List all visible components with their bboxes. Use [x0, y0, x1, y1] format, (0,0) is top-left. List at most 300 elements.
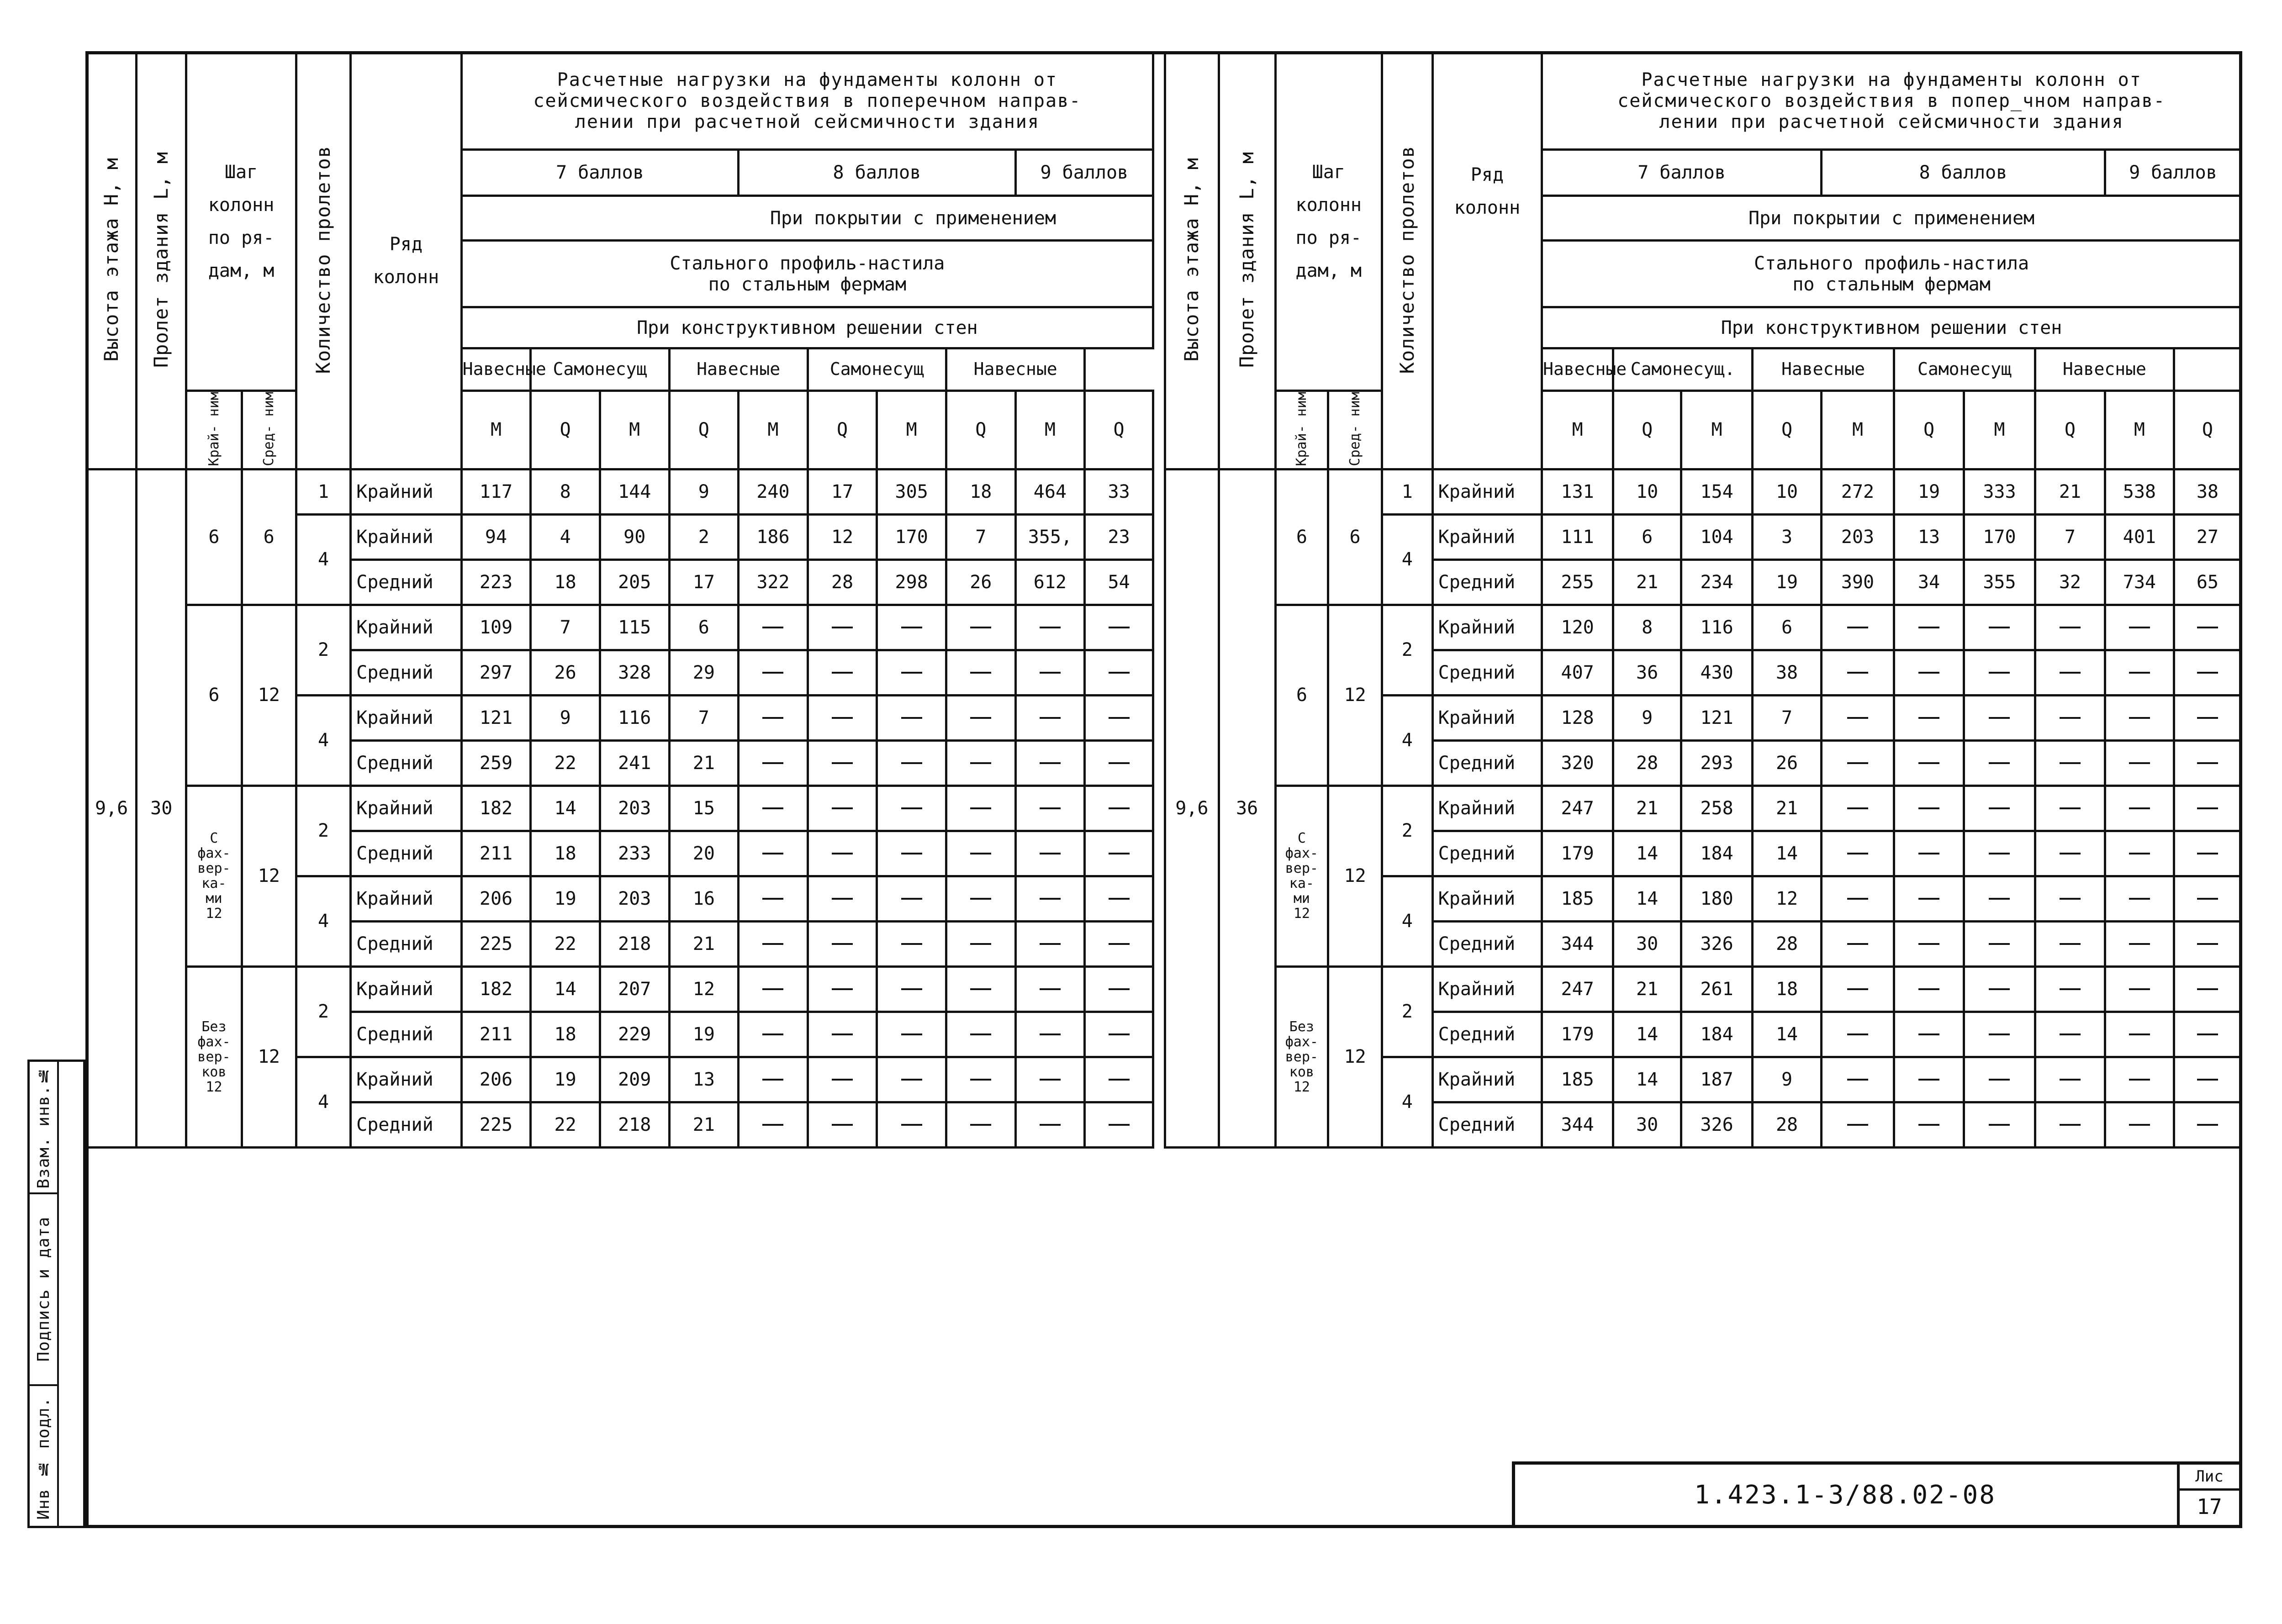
- height-value: 9,6: [87, 469, 137, 1147]
- empty-value-dash: [739, 1102, 808, 1147]
- load-value: 34: [1894, 559, 1964, 605]
- empty-value-dash: [946, 695, 1015, 740]
- load-value: 38: [1753, 650, 1822, 695]
- load-value: 182: [461, 786, 531, 831]
- load-value: 18: [946, 469, 1015, 514]
- empty-value-dash: [2105, 786, 2174, 831]
- dash-mark: [832, 807, 853, 809]
- load-value: 293: [1681, 740, 1753, 786]
- dash-mark: [2129, 717, 2150, 719]
- load-value: 19: [1894, 469, 1964, 514]
- load-value: 21: [669, 1102, 739, 1147]
- load-value: 218: [600, 1102, 669, 1147]
- empty-value-dash: [2035, 1057, 2105, 1102]
- load-value: 22: [531, 740, 600, 786]
- dash-mark: [1109, 672, 1130, 674]
- load-value: 121: [461, 695, 531, 740]
- dash-mark: [1109, 853, 1130, 854]
- dash-mark: [762, 1033, 783, 1035]
- empty-value-dash: [1964, 966, 2035, 1012]
- empty-value-dash: [808, 650, 877, 695]
- load-value: 109: [461, 605, 531, 650]
- load-value: 14: [531, 786, 600, 831]
- empty-value-dash: [2035, 605, 2105, 650]
- empty-value-dash: [739, 786, 808, 831]
- load-value: 344: [1542, 921, 1613, 966]
- empty-value-dash: [1964, 1012, 2035, 1057]
- load-value: 23: [1085, 514, 1153, 559]
- dash-mark: [2197, 943, 2218, 945]
- load-value: 18: [531, 559, 600, 605]
- load-value: 8: [531, 469, 600, 514]
- load-value: 14: [1613, 876, 1681, 921]
- load-value: 7: [1753, 695, 1822, 740]
- dash-mark: [832, 762, 853, 764]
- load-value: 10: [1753, 469, 1822, 514]
- empty-value-dash: [877, 695, 946, 740]
- m-header: M: [461, 391, 531, 469]
- span-count-value: 4: [1382, 876, 1432, 966]
- empty-value-dash: [1894, 1102, 1964, 1147]
- dash-mark: [1109, 762, 1130, 764]
- count-header: Количество пролетов: [1395, 146, 1418, 374]
- empty-value-dash: [1085, 650, 1153, 695]
- dash-mark: [2060, 762, 2081, 764]
- dash-mark: [2197, 807, 2218, 809]
- empty-value-dash: [2105, 921, 2174, 966]
- dash-mark: [901, 762, 922, 764]
- dash-mark: [901, 807, 922, 809]
- dash-mark: [1847, 1124, 1868, 1126]
- column-row-type: Крайний: [1432, 695, 1542, 740]
- dash-mark: [762, 853, 783, 854]
- load-value: 355,: [1015, 514, 1085, 559]
- dash-mark: [832, 898, 853, 900]
- empty-value-dash: [1822, 1102, 1894, 1147]
- dash-mark: [970, 1033, 991, 1035]
- load-value: 6: [1613, 514, 1681, 559]
- m-header: M: [600, 391, 669, 469]
- empty-value-dash: [2174, 740, 2241, 786]
- step-mid-header: Сред- ним: [1347, 392, 1363, 466]
- step-mid-value: 6: [1328, 469, 1382, 605]
- load-value: 38: [2174, 469, 2241, 514]
- dash-mark: [2129, 1079, 2150, 1081]
- load-value: 333: [1964, 469, 2035, 514]
- dash-mark: [762, 943, 783, 945]
- empty-value-dash: [1015, 1012, 1085, 1057]
- empty-value-dash: [808, 1012, 877, 1057]
- empty-value-dash: [1085, 876, 1153, 921]
- load-value: 28: [1613, 740, 1681, 786]
- load-value: 115: [600, 605, 669, 650]
- load-value: 240: [739, 469, 808, 514]
- dash-mark: [2197, 853, 2218, 854]
- empty-value-dash: [2035, 966, 2105, 1012]
- load-value: 247: [1542, 786, 1613, 831]
- column-row-type: Крайний: [351, 1057, 462, 1102]
- dash-mark: [762, 988, 783, 990]
- dash-mark: [832, 1033, 853, 1035]
- column-row-type: Средний: [351, 831, 462, 876]
- empty-value-dash: [946, 876, 1015, 921]
- count-header: Количество пролетов: [312, 146, 334, 374]
- height-header: Высота этажа H, м: [1180, 158, 1203, 362]
- seismic-8: 8 баллов: [739, 150, 1015, 196]
- step-edge-value: 6: [186, 469, 242, 605]
- table-row: [87, 469, 1153, 514]
- height-value: 9,6: [1165, 469, 1219, 1147]
- column-row-type: Средний: [351, 1102, 462, 1147]
- table-row: [87, 966, 1153, 1012]
- load-value: 170: [1964, 514, 2035, 559]
- m-header: M: [1015, 391, 1085, 469]
- column-row-type: Крайний: [351, 514, 462, 559]
- load-value: 27: [2174, 514, 2241, 559]
- empty-value-dash: [1894, 1012, 1964, 1057]
- load-value: 26: [946, 559, 1015, 605]
- empty-value-dash: [1085, 605, 1153, 650]
- empty-value-dash: [877, 876, 946, 921]
- dash-mark: [1847, 943, 1868, 945]
- span-count-value: 2: [296, 786, 350, 876]
- dash-mark: [2060, 1079, 2081, 1081]
- column-row-type: Крайний: [1432, 1057, 1542, 1102]
- empty-value-dash: [946, 966, 1015, 1012]
- load-value: 111: [1542, 514, 1613, 559]
- dash-mark: [1918, 1033, 1939, 1035]
- empty-value-dash: [739, 695, 808, 740]
- span-count-value: 2: [296, 605, 350, 695]
- dash-mark: [762, 807, 783, 809]
- dash-mark: [2060, 1124, 2081, 1126]
- empty-value-dash: [739, 740, 808, 786]
- m-header: M: [739, 391, 808, 469]
- load-value: 233: [600, 831, 669, 876]
- m-header: M: [1542, 391, 1613, 469]
- dash-mark: [970, 717, 991, 719]
- load-value: 211: [461, 831, 531, 876]
- empty-value-dash: [946, 786, 1015, 831]
- empty-value-dash: [1964, 831, 2035, 876]
- table-row: [1165, 469, 2241, 514]
- material-header: Стального профиль-настила по стальным фермам: [461, 241, 1153, 307]
- load-value: 33: [1085, 469, 1153, 514]
- walls-header: При конструктивном решении стен: [461, 307, 1153, 348]
- dash-mark: [2129, 672, 2150, 674]
- span-header: Пролет здания L, м: [150, 152, 173, 368]
- dash-mark: [1918, 898, 1939, 900]
- column-row-type: Средний: [351, 559, 462, 605]
- step-mid-value: 12: [1328, 786, 1382, 966]
- load-value: 14: [531, 966, 600, 1012]
- step-mid-value: 12: [242, 605, 296, 786]
- load-value: 104: [1681, 514, 1753, 559]
- dash-mark: [901, 1079, 922, 1081]
- load-value: 298: [877, 559, 946, 605]
- empty-value-dash: [739, 1057, 808, 1102]
- q-header: Q: [531, 391, 600, 469]
- empty-value-dash: [1964, 1102, 2035, 1147]
- empty-value-dash: [1015, 650, 1085, 695]
- load-value: 225: [461, 1102, 531, 1147]
- dash-mark: [1847, 762, 1868, 764]
- document-code: 1.423.1-3/88.02-08: [1694, 1480, 1996, 1510]
- load-value: 117: [461, 469, 531, 514]
- span-count-value: 1: [1382, 469, 1432, 514]
- load-value: 223: [461, 559, 531, 605]
- table-row: [87, 605, 1153, 650]
- dash-mark: [901, 853, 922, 854]
- load-value: 179: [1542, 831, 1613, 876]
- load-value: 121: [1681, 695, 1753, 740]
- load-value: 344: [1542, 1102, 1613, 1147]
- load-value: 185: [1542, 1057, 1613, 1102]
- load-value: 28: [808, 559, 877, 605]
- load-value: 297: [461, 650, 531, 695]
- load-value: 16: [669, 876, 739, 921]
- load-value: 258: [1681, 786, 1753, 831]
- q-header: Q: [946, 391, 1015, 469]
- load-value: 18: [531, 1012, 600, 1057]
- load-value: 538: [2105, 469, 2174, 514]
- column-row-type: Крайний: [351, 786, 462, 831]
- load-value: 116: [600, 695, 669, 740]
- sign-date-label: Подпись и дата: [34, 1217, 53, 1362]
- empty-value-dash: [2035, 695, 2105, 740]
- load-value: 9: [1753, 1057, 1822, 1102]
- empty-value-dash: [1964, 605, 2035, 650]
- empty-value-dash: [1015, 605, 1085, 650]
- seismic-9: 9 баллов: [2105, 150, 2241, 196]
- empty-value-dash: [808, 1102, 877, 1147]
- dash-mark: [2197, 988, 2218, 990]
- load-value: 305: [877, 469, 946, 514]
- empty-value-dash: [1894, 921, 1964, 966]
- wall-type-self: Самонесущ: [531, 348, 669, 391]
- load-value: 19: [669, 1012, 739, 1057]
- load-value: 36: [1613, 650, 1681, 695]
- empty-value-dash: [1894, 650, 1964, 695]
- table-title: Расчетные нагрузки на фундаменты колонн от сейсмического воздействия в поперечном направ- лении при расчетной сейсмичности здания: [461, 53, 1153, 150]
- sheet-label: Лис: [2180, 1465, 2239, 1491]
- sheet-box: [2177, 1465, 2239, 1525]
- dash-mark: [1918, 627, 1939, 628]
- load-value: 28: [1753, 1102, 1822, 1147]
- span-count-value: 2: [1382, 966, 1432, 1057]
- load-value: 128: [1542, 695, 1613, 740]
- load-value: 170: [877, 514, 946, 559]
- dash-mark: [970, 853, 991, 854]
- empty-value-dash: [739, 831, 808, 876]
- left-load-table: [85, 51, 1154, 1149]
- load-value: 203: [600, 786, 669, 831]
- span-value: 36: [1219, 469, 1275, 1147]
- dash-mark: [2129, 627, 2150, 628]
- dash-mark: [1918, 807, 1939, 809]
- dash-mark: [1847, 853, 1868, 854]
- material-header: Стального профиль-настила по стальным фермам: [1542, 241, 2241, 307]
- load-value: 184: [1681, 831, 1753, 876]
- empty-value-dash: [2105, 1012, 2174, 1057]
- dash-mark: [2129, 1033, 2150, 1035]
- m-header: M: [1964, 391, 2035, 469]
- dash-mark: [2197, 1124, 2218, 1126]
- load-value: 612: [1015, 559, 1085, 605]
- step-edge-value: С фах- вер- ка- ми 12: [186, 786, 242, 966]
- table-row: [1165, 786, 2241, 831]
- empty-value-dash: [1015, 695, 1085, 740]
- dash-mark: [901, 898, 922, 900]
- dash-mark: [1040, 853, 1061, 854]
- empty-value-dash: [877, 831, 946, 876]
- empty-value-dash: [2174, 695, 2241, 740]
- load-value: 322: [739, 559, 808, 605]
- load-value: 30: [1613, 921, 1681, 966]
- load-value: 13: [669, 1057, 739, 1102]
- empty-value-dash: [808, 921, 877, 966]
- column-row-type: Средний: [351, 921, 462, 966]
- load-value: 21: [1613, 786, 1681, 831]
- span-count-value: 2: [1382, 786, 1432, 876]
- column-row-type: Средний: [1432, 921, 1542, 966]
- empty-value-dash: [739, 876, 808, 921]
- dash-mark: [901, 1124, 922, 1126]
- dash-mark: [1918, 762, 1939, 764]
- span-header: Пролет здания L, м: [1235, 152, 1258, 368]
- load-value: 131: [1542, 469, 1613, 514]
- empty-value-dash: [877, 740, 946, 786]
- dash-mark: [1040, 1124, 1061, 1126]
- q-header: Q: [1085, 391, 1153, 469]
- load-value: 12: [1753, 876, 1822, 921]
- dash-mark: [1989, 672, 2010, 674]
- dash-mark: [1109, 627, 1130, 628]
- load-value: 21: [1613, 559, 1681, 605]
- empty-value-dash: [2105, 695, 2174, 740]
- load-value: 18: [531, 831, 600, 876]
- load-value: 3: [1753, 514, 1822, 559]
- empty-value-dash: [1015, 831, 1085, 876]
- load-value: 19: [1753, 559, 1822, 605]
- load-value: 9: [1613, 695, 1681, 740]
- span-count-value: 4: [296, 695, 350, 786]
- empty-value-dash: [2174, 1057, 2241, 1102]
- empty-value-dash: [877, 966, 946, 1012]
- dash-mark: [970, 898, 991, 900]
- load-value: 7: [531, 605, 600, 650]
- load-value: 116: [1681, 605, 1753, 650]
- empty-value-dash: [1964, 740, 2035, 786]
- table-title: Расчетные нагрузки на фундаменты колонн от сейсмического воздействия в попер_чном направ- лении при расчетной сейсмичности здания: [1542, 53, 2241, 150]
- empty-value-dash: [946, 650, 1015, 695]
- dash-mark: [1040, 717, 1061, 719]
- dash-mark: [901, 672, 922, 674]
- dash-mark: [1989, 898, 2010, 900]
- dash-mark: [1109, 943, 1130, 945]
- empty-value-dash: [1015, 786, 1085, 831]
- seismic-7: 7 баллов: [1542, 150, 1822, 196]
- step-mid-value: 12: [242, 786, 296, 966]
- column-row-type: Средний: [351, 650, 462, 695]
- empty-value-dash: [1015, 966, 1085, 1012]
- dash-mark: [2129, 898, 2150, 900]
- dash-mark: [2197, 672, 2218, 674]
- load-value: 14: [1753, 831, 1822, 876]
- empty-value-dash: [2035, 650, 2105, 695]
- empty-value-dash: [2105, 1102, 2174, 1147]
- dash-mark: [1040, 672, 1061, 674]
- dash-mark: [1918, 672, 1939, 674]
- empty-value-dash: [1822, 786, 1894, 831]
- span-count-value: 2: [1382, 605, 1432, 695]
- dash-mark: [2060, 717, 2081, 719]
- column-row-type: Крайний: [351, 469, 462, 514]
- dash-mark: [901, 717, 922, 719]
- empty-value-dash: [2174, 786, 2241, 831]
- load-value: 32: [2035, 559, 2105, 605]
- load-value: 22: [531, 921, 600, 966]
- column-row-type: Крайний: [351, 605, 462, 650]
- empty-value-dash: [1894, 695, 1964, 740]
- load-value: 26: [531, 650, 600, 695]
- wall-type-hang: Навесные: [669, 348, 808, 391]
- dash-mark: [970, 988, 991, 990]
- column-row-type: Крайний: [1432, 966, 1542, 1012]
- load-value: 21: [2035, 469, 2105, 514]
- row-header: Ряд колонн: [1432, 53, 1542, 469]
- dash-mark: [1989, 943, 2010, 945]
- dash-mark: [2197, 717, 2218, 719]
- empty-value-dash: [1822, 831, 1894, 876]
- load-value: 21: [1753, 786, 1822, 831]
- empty-value-dash: [2105, 831, 2174, 876]
- step-edge-value: 6: [186, 605, 242, 786]
- empty-value-dash: [2174, 605, 2241, 650]
- dash-mark: [1847, 717, 1868, 719]
- empty-value-dash: [1015, 1057, 1085, 1102]
- empty-value-dash: [1894, 1057, 1964, 1102]
- dash-mark: [762, 717, 783, 719]
- load-value: 206: [461, 876, 531, 921]
- load-value: 184: [1681, 1012, 1753, 1057]
- empty-value-dash: [946, 1102, 1015, 1147]
- load-value: 229: [600, 1012, 669, 1057]
- column-row-type: Средний: [1432, 650, 1542, 695]
- empty-value-dash: [1822, 1057, 1894, 1102]
- dash-mark: [2129, 988, 2150, 990]
- dash-mark: [1918, 1079, 1939, 1081]
- load-value: 12: [808, 514, 877, 559]
- load-value: 15: [669, 786, 739, 831]
- dash-mark: [1040, 1033, 1061, 1035]
- empty-value-dash: [1015, 921, 1085, 966]
- load-value: 203: [600, 876, 669, 921]
- column-row-type: Средний: [1432, 1102, 1542, 1147]
- dash-mark: [1040, 988, 1061, 990]
- empty-value-dash: [2174, 966, 2241, 1012]
- empty-value-dash: [1085, 1057, 1153, 1102]
- dash-mark: [2060, 672, 2081, 674]
- load-value: 326: [1681, 921, 1753, 966]
- dash-mark: [970, 943, 991, 945]
- load-value: 355: [1964, 559, 2035, 605]
- span-count-value: 4: [296, 514, 350, 605]
- empty-value-dash: [808, 605, 877, 650]
- seismic-7: 7 баллов: [461, 150, 738, 196]
- dash-mark: [762, 762, 783, 764]
- empty-value-dash: [1822, 1012, 1894, 1057]
